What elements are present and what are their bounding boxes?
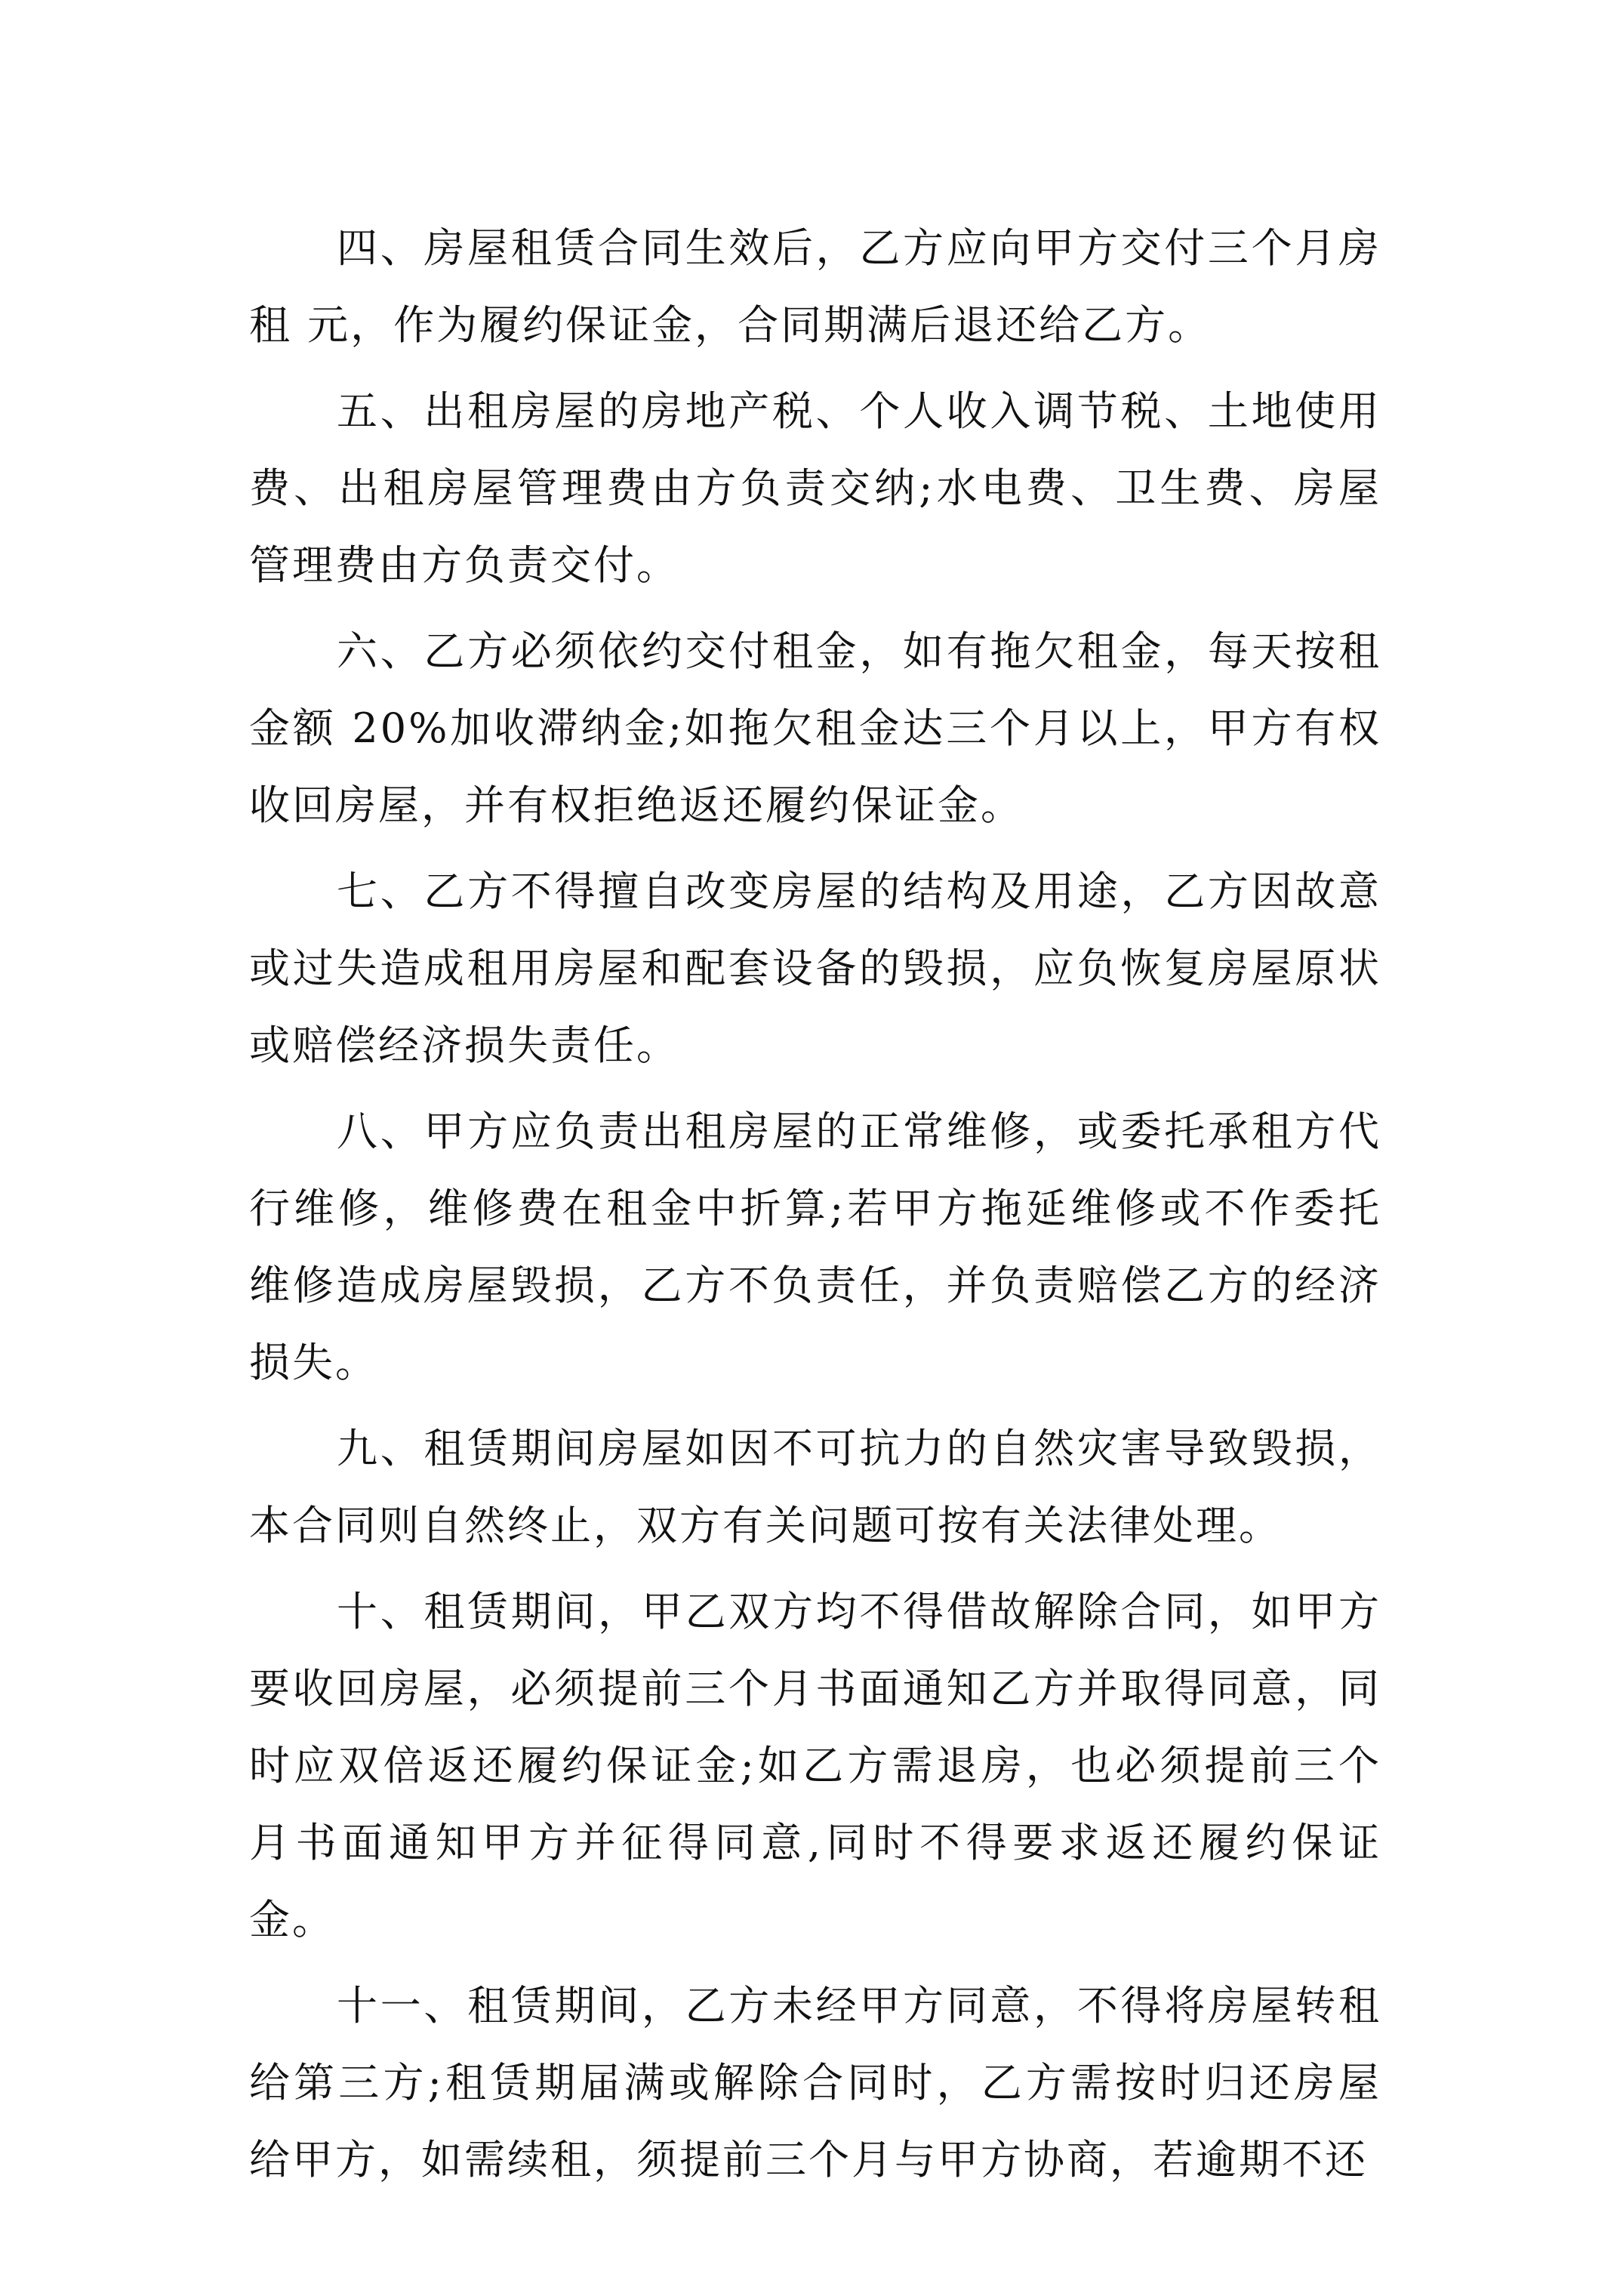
clause-9: 九、租赁期间房屋如因不可抗力的自然灾害导致毁损，本合同则自然终止，双方有关问题可按有关法律处理。 bbox=[249, 1425, 1381, 1549]
clause-10: 十、租赁期间，甲乙双方均不得借故解除合同，如甲方要收回房屋，必须提前三个月书面通知乙方并取得同意，同时应双倍返还履约保证金;如乙方需退房，也必须提前三个月书面通知甲方并征得同意,同时不得要求返还履约保证金。 bbox=[249, 1588, 1381, 1943]
clause-8: 八、甲方应负责出租房屋的正常维修，或委托承租方代行维修，维修费在租金中折算;若甲方拖延维修或不作委托维修造成房屋毁损，乙方不负责任，并负责赔偿乙方的经济损失。 bbox=[249, 1108, 1381, 1386]
clause-4: 四、房屋租赁合同生效后，乙方应向甲方交付三个月房租 元，作为履约保证金，合同期满后退还给乙方。 bbox=[249, 224, 1381, 349]
clause-5: 五、出租房屋的房地产税、个人收入调节税、土地使用费、出租房屋管理费由方负责交纳;水电费、卫生费、房屋管理费由方负责交付。 bbox=[249, 387, 1381, 589]
clause-7: 七、乙方不得擅自改变房屋的结构及用途，乙方因故意或过失造成租用房屋和配套设备的毁损，应负恢复房屋原状或赔偿经济损失责任。 bbox=[249, 868, 1381, 1069]
clause-6: 六、乙方必须依约交付租金，如有拖欠租金，每天按租金额 20%加收滞纳金;如拖欠租金达三个月以上，甲方有权收回房屋，并有权拒绝返还履约保证金。 bbox=[249, 627, 1381, 829]
document-body bbox=[249, 210, 1381, 2208]
clause-11: 十一、租赁期间，乙方未经甲方同意，不得将房屋转租给第三方;租赁期届满或解除合同时，乙方需按时归还房屋给甲方，如需续租，须提前三个月与甲方协商，若逾期不还 bbox=[249, 1982, 1381, 2184]
